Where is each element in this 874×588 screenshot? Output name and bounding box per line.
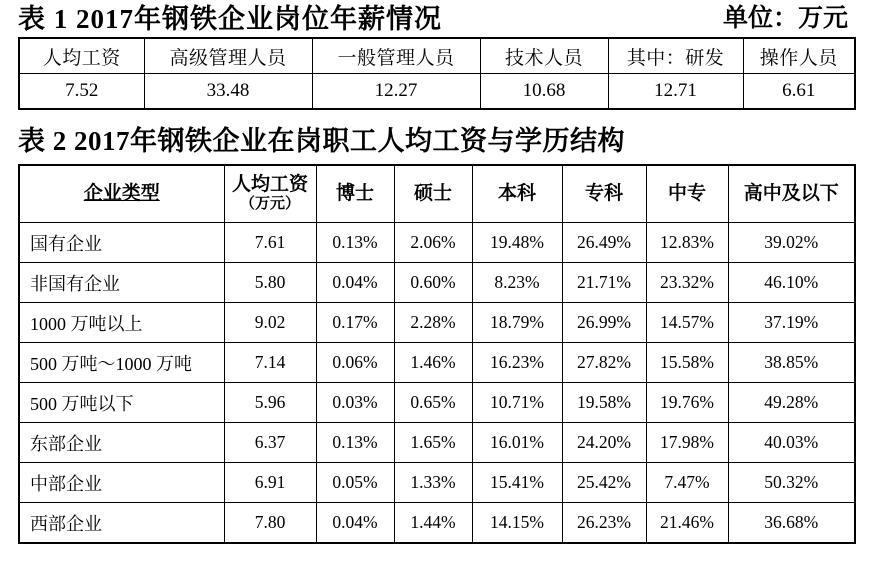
row-master: 1.44% xyxy=(394,503,472,544)
table2-header-wage-line2: （万元） xyxy=(239,196,300,213)
row-secondary: 19.76% xyxy=(646,383,728,423)
row-bachelor: 10.71% xyxy=(472,383,562,423)
row-bachelor: 16.23% xyxy=(472,343,562,383)
row-college: 21.71% xyxy=(562,263,646,303)
table-row xyxy=(19,503,855,544)
table-row xyxy=(19,223,855,263)
table2-header-master: 硕士 xyxy=(394,165,472,223)
row-secondary: 21.46% xyxy=(646,503,728,544)
row-wage: 7.14 xyxy=(224,343,316,383)
row-highschool: 37.19% xyxy=(728,303,855,343)
table2-header-college: 专科 xyxy=(562,165,646,223)
row-highschool: 49.28% xyxy=(728,383,855,423)
row-college: 24.20% xyxy=(562,423,646,463)
row-label: 西部企业 xyxy=(19,503,224,544)
table1-header-cell: 一般管理人员 xyxy=(312,38,480,74)
row-college: 27.82% xyxy=(562,343,646,383)
table1-value-cell: 12.27 xyxy=(312,74,480,110)
row-doctor: 0.03% xyxy=(316,383,394,423)
row-wage: 6.37 xyxy=(224,423,316,463)
table1-title: 表 1 2017年钢铁企业岗位年薪情况 xyxy=(18,4,442,34)
row-label: 1000 万吨以上 xyxy=(19,303,224,343)
row-secondary: 12.83% xyxy=(646,223,728,263)
table-row xyxy=(19,263,855,303)
row-wage: 7.80 xyxy=(224,503,316,544)
row-bachelor: 15.41% xyxy=(472,463,562,503)
table2 xyxy=(18,164,856,544)
table2-wrapper xyxy=(0,164,874,544)
table1-header-cell: 高级管理人员 xyxy=(144,38,312,74)
row-master: 1.65% xyxy=(394,423,472,463)
table1-header-cell: 技术人员 xyxy=(480,38,608,74)
row-highschool: 50.32% xyxy=(728,463,855,503)
row-wage: 6.91 xyxy=(224,463,316,503)
row-secondary: 7.47% xyxy=(646,463,728,503)
row-wage: 7.61 xyxy=(224,223,316,263)
row-doctor: 0.17% xyxy=(316,303,394,343)
table1 xyxy=(18,37,856,110)
table2-header-bachelor: 本科 xyxy=(472,165,562,223)
table2-header-doctor: 博士 xyxy=(316,165,394,223)
table2-header-row xyxy=(19,165,855,223)
row-highschool: 38.85% xyxy=(728,343,855,383)
table1-value-cell: 33.48 xyxy=(144,74,312,110)
row-master: 1.46% xyxy=(394,343,472,383)
row-wage: 5.96 xyxy=(224,383,316,423)
table2-header-secondary: 中专 xyxy=(646,165,728,223)
table1-title-row xyxy=(0,0,874,37)
row-college: 26.49% xyxy=(562,223,646,263)
row-bachelor: 16.01% xyxy=(472,423,562,463)
row-doctor: 0.06% xyxy=(316,343,394,383)
table2-title: 表 2 2017年钢铁企业在岗职工人均工资与学历结构 xyxy=(18,126,625,157)
table2-header-wage-line1: 人均工资 xyxy=(231,174,308,195)
row-bachelor: 19.48% xyxy=(472,223,562,263)
table2-header-type xyxy=(19,165,224,223)
row-label: 东部企业 xyxy=(19,423,224,463)
row-doctor: 0.13% xyxy=(316,223,394,263)
row-secondary: 15.58% xyxy=(646,343,728,383)
row-college: 26.23% xyxy=(562,503,646,544)
row-master: 1.33% xyxy=(394,463,472,503)
row-label: 500 万吨～1000 万吨 xyxy=(19,343,224,383)
table1-header-cell: 人均工资 xyxy=(19,38,144,74)
row-doctor: 0.13% xyxy=(316,423,394,463)
row-bachelor: 18.79% xyxy=(472,303,562,343)
row-doctor: 0.04% xyxy=(316,503,394,544)
row-secondary: 14.57% xyxy=(646,303,728,343)
table1-header-row xyxy=(19,38,855,74)
table2-header-highschool: 高中及以下 xyxy=(728,165,855,223)
row-doctor: 0.05% xyxy=(316,463,394,503)
table1-wrapper xyxy=(0,37,874,110)
row-master: 2.28% xyxy=(394,303,472,343)
row-secondary: 23.32% xyxy=(646,263,728,303)
table-row xyxy=(19,463,855,503)
table1-value-cell: 6.61 xyxy=(743,74,855,110)
row-highschool: 36.68% xyxy=(728,503,855,544)
row-wage: 9.02 xyxy=(224,303,316,343)
row-label: 国有企业 xyxy=(19,223,224,263)
table1-unit-label: 单位：万元 xyxy=(722,5,848,33)
row-bachelor: 14.15% xyxy=(472,503,562,544)
table1-value-cell: 7.52 xyxy=(19,74,144,110)
row-master: 2.06% xyxy=(394,223,472,263)
row-wage: 5.80 xyxy=(224,263,316,303)
row-master: 0.65% xyxy=(394,383,472,423)
row-secondary: 17.98% xyxy=(646,423,728,463)
row-highschool: 39.02% xyxy=(728,223,855,263)
table1-header-cell: 操作人员 xyxy=(743,38,855,74)
row-highschool: 40.03% xyxy=(728,423,855,463)
table-row xyxy=(19,343,855,383)
table-row xyxy=(19,383,855,423)
row-label: 非国有企业 xyxy=(19,263,224,303)
table1-value-row xyxy=(19,74,855,110)
row-label: 中部企业 xyxy=(19,463,224,503)
table2-header-type-label: 企业类型 xyxy=(83,182,160,204)
row-college: 26.99% xyxy=(562,303,646,343)
row-label: 500 万吨以下 xyxy=(19,383,224,423)
table1-header-cell: 其中：研发 xyxy=(608,38,743,74)
row-college: 19.58% xyxy=(562,383,646,423)
table1-value-cell: 10.68 xyxy=(480,74,608,110)
row-master: 0.60% xyxy=(394,263,472,303)
row-highschool: 46.10% xyxy=(728,263,855,303)
row-college: 25.42% xyxy=(562,463,646,503)
table-row xyxy=(19,423,855,463)
row-bachelor: 8.23% xyxy=(472,263,562,303)
table-row xyxy=(19,303,855,343)
table1-value-cell: 12.71 xyxy=(608,74,743,110)
row-doctor: 0.04% xyxy=(316,263,394,303)
table2-header-wage xyxy=(224,165,316,223)
